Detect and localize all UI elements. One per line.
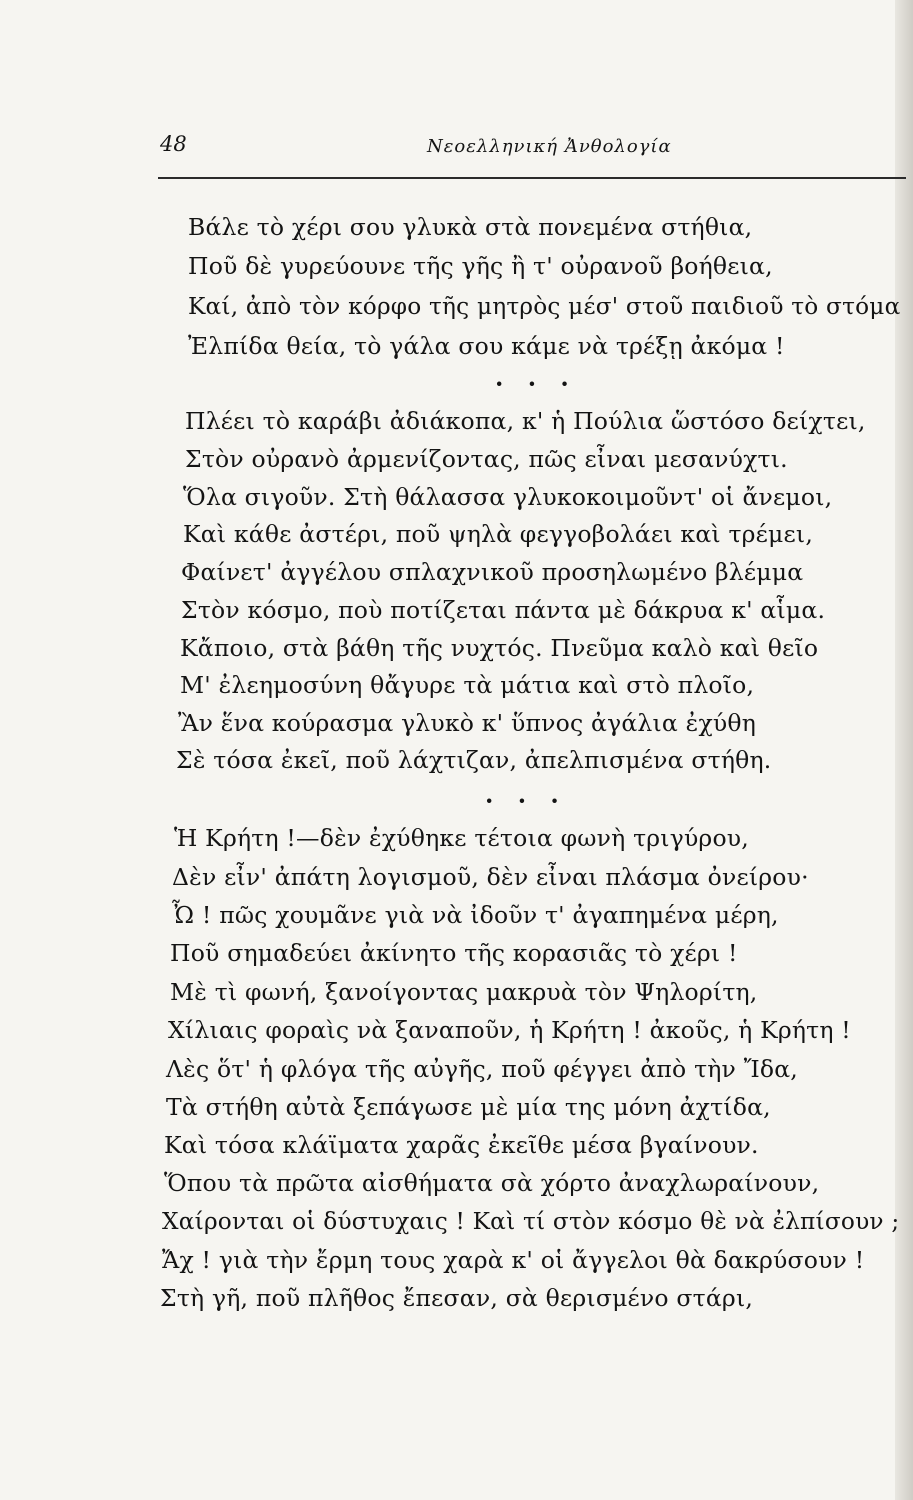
poem-line: Σὲ τόσα ἐκεῖ, ποῦ λάχτιζαν, ἀπελπισμένα στήθη. [176,746,772,774]
poem-line: Μ' ἐλεημοσύνη θἄγυρε τὰ μάτια καὶ στὸ πλοῖο, [180,671,755,699]
poem-line: Καί, ἀπὸ τὸν κόρφο τῆς μητρὸς μέσ' στοῦ παιδιοῦ τὸ στόμα [188,292,901,320]
poem-line: Τὰ στήθη αὐτὰ ξεπάγωσε μὲ μία της μόνη ἀχτίδα, [166,1093,771,1121]
poem-line: Ἄχ ! γιὰ τὴν ἔρμη τους χαρὰ κ' οἱ ἄγγελοι θὰ δακρύσουν ! [162,1246,865,1274]
poem-line: Λὲς ὅτ' ἡ φλόγα τῆς αὐγῆς, ποῦ φέγγει ἀπὸ τὴν Ἴδα, [166,1055,798,1083]
poem-line: Στὴ γῆ, ποῦ πλῆθος ἔπεσαν, σὰ θερισμένο στάρι, [160,1284,754,1312]
running-title: Νεοελληνική Ἀνθολογία [427,136,672,157]
poem-line: Ἡ Κρήτη !—δὲν ἐχύθηκε τέτοια φωνὴ τριγύρου, [174,824,749,852]
poem-line: Μὲ τὶ φωνή, ξανοίγοντας μακρυὰ τὸν Ψηλορίτη, [170,978,758,1006]
poem-line: Δὲν εἶν' ἀπάτη λογισμοῦ, δὲν εἶναι πλάσμα ὀνείρου· [172,863,809,891]
poem-line: Ὅπου τὰ πρῶτα αἰσθήματα σὰ χόρτο ἀναχλωραίνουν, [164,1169,820,1197]
stanza-separator: · · · [485,786,567,815]
page-number: 48 [160,132,187,156]
poem-line: Ἐλπίδα θεία, τὸ γάλα σου κάμε νὰ τρέξῃ ἀκόμα ! [188,332,785,360]
poem-line: Στὸν οὐρανὸ ἀρμενίζοντας, πῶς εἶναι μεσανύχτι. [185,445,788,473]
poem-line: Ὅλα σιγοῦν. Στὴ θάλασσα γλυκοκοιμοῦντ' οἱ ἄνεμοι, [183,483,833,511]
poem-line: Βάλε τὸ χέρι σου γλυκὰ στὰ πονεμένα στήθια, [188,213,753,241]
stanza-separator: · · · [495,369,577,398]
poem-line: Χαίρονται οἱ δύστυχαις ! Καὶ τί στὸν κόσμο θὲ νὰ ἐλπίσουν ; [162,1207,900,1235]
poem-line: Κἄποιο, στὰ βάθη τῆς νυχτός. Πνεῦμα καλὸ καὶ θεῖο [180,634,819,662]
poem-line: Φαίνετ' ἀγγέλου σπλαχνικοῦ προσηλωμένο βλέμμα [181,558,804,586]
poem-line: Ὦ ! πῶς χουμᾶνε γιὰ νὰ ἰδοῦν τ' ἀγαπημένα μέρη, [172,901,779,929]
poem-line: Καὶ κάθε ἀστέρι, ποῦ ψηλὰ φεγγοβολάει καὶ τρέμει, [183,520,813,548]
poem-line: Ἂν ἕνα κούρασμα γλυκὸ κ' ὕπνος ἀγάλια ἐχύθη [178,709,757,737]
poem-line: Χίλιαις φοραὶς νὰ ξαναποῦν, ἡ Κρήτη ! ἀκοῦς, ἡ Κρήτη ! [168,1016,851,1044]
poem-line: Στὸν κόσμο, ποὺ ποτίζεται πάντα μὲ δάκρυα κ' αἷμα. [181,596,826,624]
poem-line: Ποῦ δὲ γυρεύουνε τῆς γῆς ἢ τ' οὐρανοῦ βοήθεια, [188,252,773,280]
poem-line: Πλέει τὸ καράβι ἀδιάκοπα, κ' ἡ Πούλια ὥστόσο δείχτει, [185,407,866,435]
poem-line: Ποῦ σημαδεύει ἀκίνητο τῆς κορασιᾶς τὸ χέρι ! [170,939,738,967]
poem-line: Καὶ τόσα κλάϊματα χαρᾶς ἐκεῖθε μέσα βγαίνουν. [164,1131,759,1159]
